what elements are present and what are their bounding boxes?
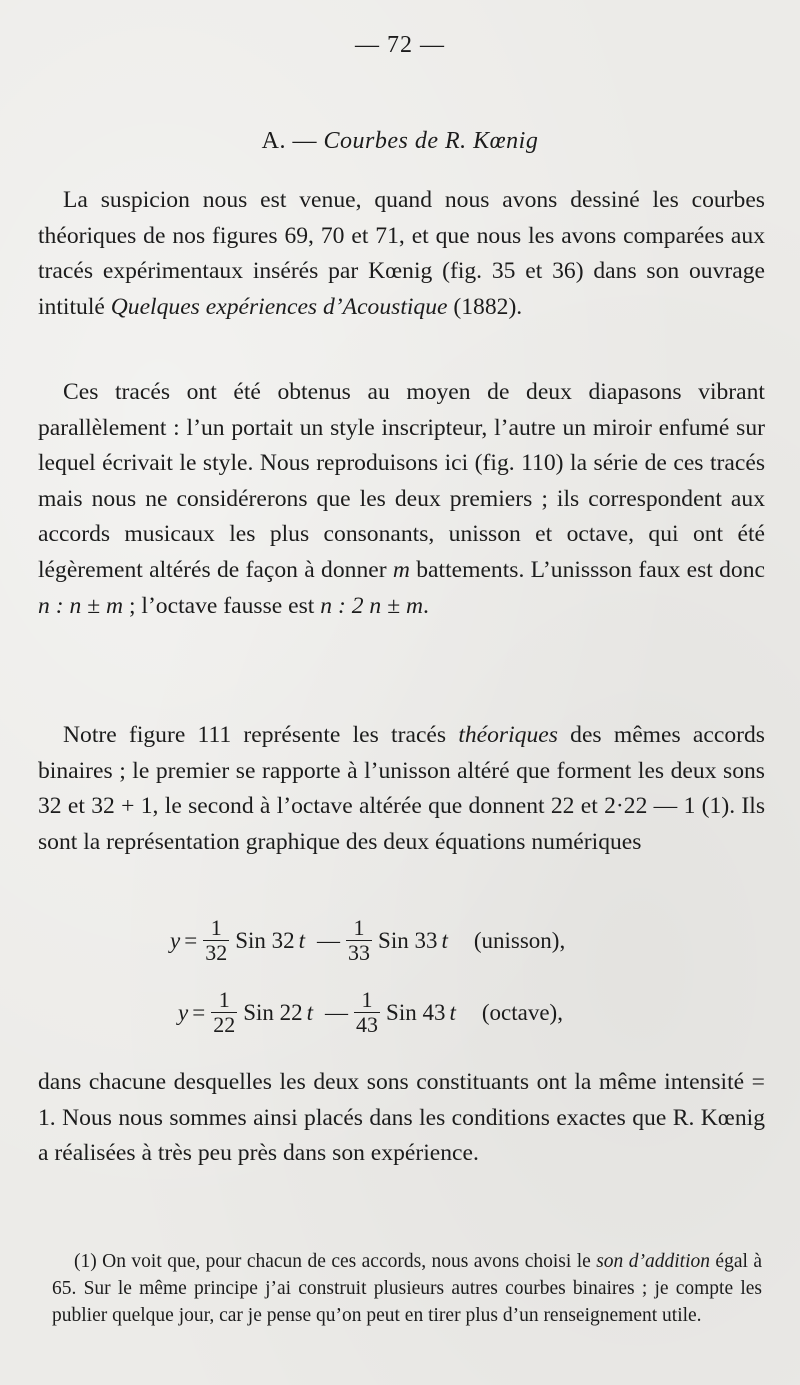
eq2-den-1: 22 — [213, 1012, 236, 1037]
eq1-minus: — — [317, 927, 341, 953]
paragraph-4 — [38, 1065, 765, 1172]
eq1-fraction-1 — [203, 916, 229, 965]
footnote-text-a: (1) On voit que, pour chacun de ces accords, nous avons choisi le — [74, 1251, 597, 1272]
paragraph-3-italic: théoriques — [458, 722, 558, 748]
paragraph-1-text-a: La suspicion nous est venue, quand nous avons dessiné les courbes théoriques de nos figures 69, 70 et 71, et que nous les avons comparées aux tracés expérimentaux insérés par Kœnig (fig. 35 et 36) dans son ouvrage intitulé — [38, 187, 765, 320]
eq1-fraction-2 — [346, 916, 372, 965]
paragraph-2-text-e: ; l’octave fausse est — [123, 592, 321, 619]
footnote — [52, 1248, 762, 1329]
equation-unisson — [170, 916, 565, 965]
paragraph-2-text-a: Ces tracés ont été obtenus au moyen de deux diapasons vibrant parallèlement : l’un portait un style inscripteur, l’autre un miroir enfumé sur lequel écrivait le style. Nous reproduisons ici (fig. 110) la série de ces tracés mais nous ne considérerons que les deux premiers ; ils correspondent aux accords musicaux les plus consonants, unisson et octave, qui ont été légèrement altérés de façon à donner — [38, 379, 765, 583]
page-number: — 72 — — [355, 32, 445, 58]
eq1-num-2: 1 — [353, 915, 365, 940]
eq1-den-2: 33 — [348, 940, 371, 965]
eq2-t-2: t — [449, 999, 456, 1025]
eq2-num-1: 1 — [218, 987, 230, 1012]
eq2-label: (octave), — [481, 999, 563, 1025]
equation-octave — [178, 988, 563, 1037]
eq1-equals: = — [184, 927, 198, 953]
paragraph-3-text-a: Notre figure 111 représente les tracés — [63, 722, 459, 748]
eq2-t-1: t — [306, 999, 314, 1025]
paragraph-1 — [38, 183, 765, 325]
eq1-den-1: 32 — [205, 940, 228, 965]
eq1-label: (unisson), — [473, 927, 566, 953]
paragraph-2-text-c: battements. L’unissson faux est donc — [409, 556, 765, 583]
eq1-t-2: t — [441, 927, 448, 953]
eq2-term-2: Sin 43 — [386, 999, 446, 1025]
eq1-term-1: Sin 32 — [235, 927, 295, 953]
footnote-italic: son d’addition — [596, 1251, 710, 1272]
paragraph-2 — [38, 375, 765, 624]
eq2-fraction-2 — [354, 988, 380, 1037]
eq2-den-2: 43 — [356, 1012, 379, 1037]
section-title — [0, 128, 800, 155]
eq2-y: y — [178, 999, 189, 1025]
footnote-text-c: égal à 65. Sur le même principe j’ai construit plusieurs autres courbes binaires ; je compte les publier quelque jour, car je pense qu’on peut en tirer plus d’un renseignement utile. — [52, 1251, 762, 1326]
paragraph-1-text-c: (1882). — [447, 293, 523, 320]
eq1-y: y — [170, 927, 181, 953]
eq1-t-1: t — [298, 927, 306, 953]
paragraph-4-text: dans chacune desquelles les deux sons constituants ont la même intensité = 1. Nous nous sommes ainsi placés dans les conditions exactes que R. Kœnig a réalisées à très peu près dans son expérience. — [38, 1069, 765, 1167]
book-title: Quelques expériences d’Acoustique — [110, 293, 448, 320]
eq2-equals: = — [192, 999, 206, 1025]
paragraph-2-octave-ratio: n : 2 n ± m — [320, 592, 423, 619]
paragraph-3 — [38, 718, 765, 860]
eq2-term-1: Sin 22 — [243, 999, 303, 1025]
eq2-num-2: 1 — [361, 987, 373, 1012]
paragraph-2-unison-ratio: n : n ± m — [38, 592, 124, 619]
eq2-fraction-1 — [211, 988, 237, 1037]
eq1-num-1: 1 — [210, 915, 222, 940]
paragraph-3-text-c: des mêmes accords binaires ; le premier se rapporte à l’unisson altéré que forment les deux sons 32 et 32 + 1, le second à l’octave altérée que donnent 22 et 2·22 — 1 (1). Ils sont la représentation graphique des deux équations numériques — [38, 722, 765, 855]
paragraph-2-text-g: . — [422, 592, 429, 619]
eq1-term-2: Sin 33 — [378, 927, 438, 953]
eq2-minus: — — [325, 999, 349, 1025]
section-title-prefix: A. — — [261, 128, 324, 154]
section-title-italic: Courbes de R. Kœnig — [323, 128, 539, 154]
paragraph-2-var-m: m — [392, 556, 410, 583]
